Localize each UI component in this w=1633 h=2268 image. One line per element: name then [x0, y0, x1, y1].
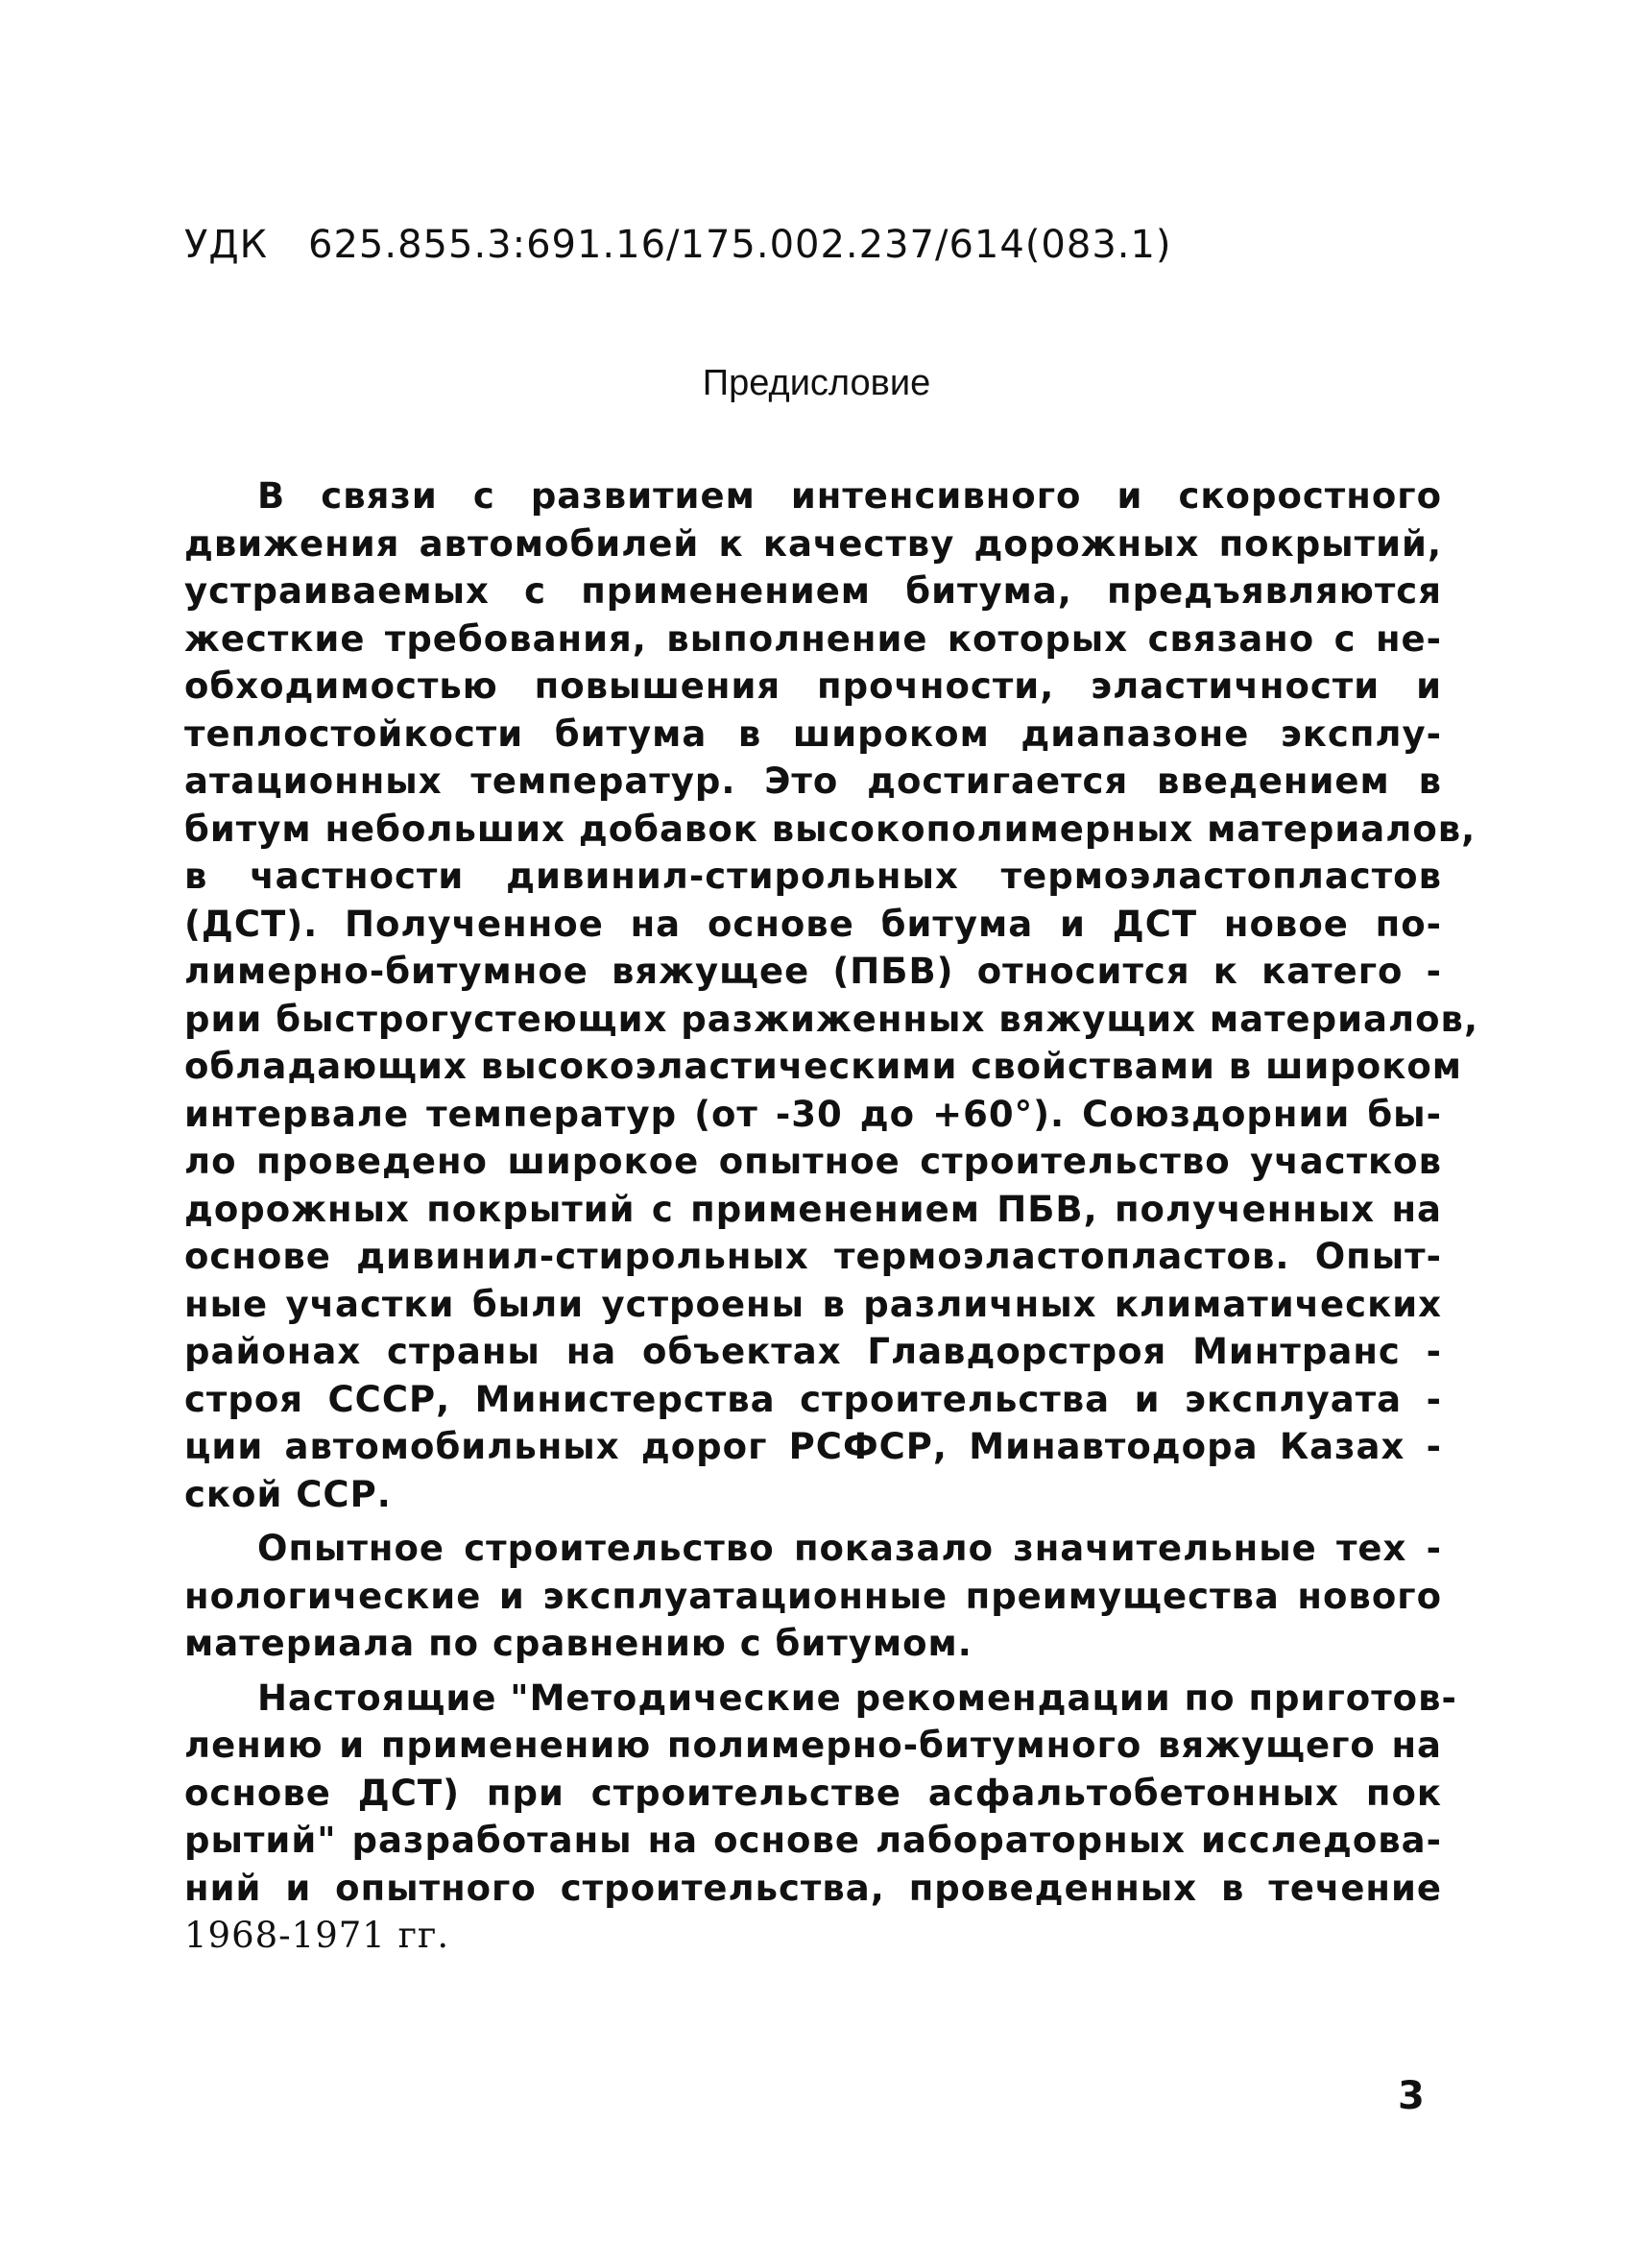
paragraph-1-line: строя СССР, Министерства строительства и эксплуата - — [184, 1378, 1442, 1420]
paragraph-1-line: ской ССР. — [184, 1473, 392, 1515]
paragraph-1-line: рии быстрогустеющих разжиженных вяжущих материалов, — [184, 998, 1479, 1040]
udk-code: 625.855.3:691.16/175.002.237/614(083.1) — [308, 223, 1172, 267]
paragraph-1-line: основе дивинил-стирольных термоэластопластов. Опыт- — [184, 1236, 1442, 1277]
paragraph-1-line: движения автомобилей к качеству дорожных покрытий, — [184, 522, 1442, 565]
paragraph-1-line: ло проведено широкое опытное строительство участков — [184, 1141, 1442, 1182]
paragraph-1-line: обладающих высокоэластическими свойствами в широком — [184, 1046, 1462, 1087]
paragraph-1-line: дорожных покрытий с применением ПБВ, полученных на — [184, 1188, 1442, 1230]
paragraph-1-line: ные участки были устроены в различных климатических — [184, 1283, 1442, 1325]
paragraph-3-line: Настоящие "Методические рекомендации по приготов- — [257, 1677, 1457, 1719]
page-title: Предисловие — [702, 363, 931, 403]
udk-header — [184, 223, 1172, 267]
paragraph-2-line: Опытное строительство показало значительные тех - — [257, 1528, 1442, 1569]
paragraph-1-line: устраиваемых с применением битума, предъявляются — [184, 570, 1442, 612]
paragraph-1-line: в частности дивинил-стирольных термоэластопластов — [184, 856, 1442, 897]
paragraph-2-line: нологические и эксплуатационные преимущества нового — [184, 1575, 1442, 1617]
paragraph-3-line: рытий" разработаны на основе лабораторных исследова- — [184, 1820, 1442, 1861]
paragraph-gap — [184, 1518, 1442, 1525]
paragraph-1-line: жесткие требования, выполнение которых связано с не- — [184, 617, 1442, 660]
paragraph-1-line: лимерно-битумное вяжущее (ПБВ) относится к катего - — [184, 951, 1442, 992]
udk-label: УДК — [184, 223, 269, 267]
paragraph-1-line: (ДСТ). Полученное на основе битума и ДСТ новое по- — [184, 903, 1442, 945]
page-number: 3 — [1398, 2074, 1425, 2118]
paragraph-1-line: битум небольших добавок высокополимерных материалов, — [184, 808, 1477, 850]
paragraph-3-line: 1968-1971 гг. — [184, 1915, 450, 1956]
paragraph-gap — [184, 1668, 1442, 1675]
paragraph-1-line: обходимостью повышения прочности, эластичности и — [184, 665, 1442, 707]
paragraph-1-line: атационных температур. Это достигается введением в — [184, 760, 1442, 802]
paragraph-1-line: районах страны на объектах Главдорстроя Минтранс - — [184, 1331, 1442, 1372]
paragraph-2-line: материала по сравнению с битумом. — [184, 1623, 973, 1664]
paragraph-1-line: теплостойкости битума в широком диапазоне эксплу- — [184, 712, 1442, 755]
body-text — [184, 472, 1479, 1960]
paragraph-1-line: В связи с развитием интенсивного и скоростного — [257, 475, 1442, 517]
paragraph-1-line: ции автомобильных дорог РСФСР, Минавтодора Казах - — [184, 1426, 1442, 1467]
paragraph-3-line: лению и применению полимерно-битумного вяжущего на — [184, 1725, 1442, 1766]
paragraph-1-line: интервале температур (от -30 до +60°). Союздорнии бы- — [184, 1093, 1442, 1135]
paragraph-3-line: основе ДСТ) при строительстве асфальтобетонных пок — [184, 1772, 1442, 1814]
paragraph-3-line: ний и опытного строительства, проведенных в течение — [184, 1867, 1442, 1909]
